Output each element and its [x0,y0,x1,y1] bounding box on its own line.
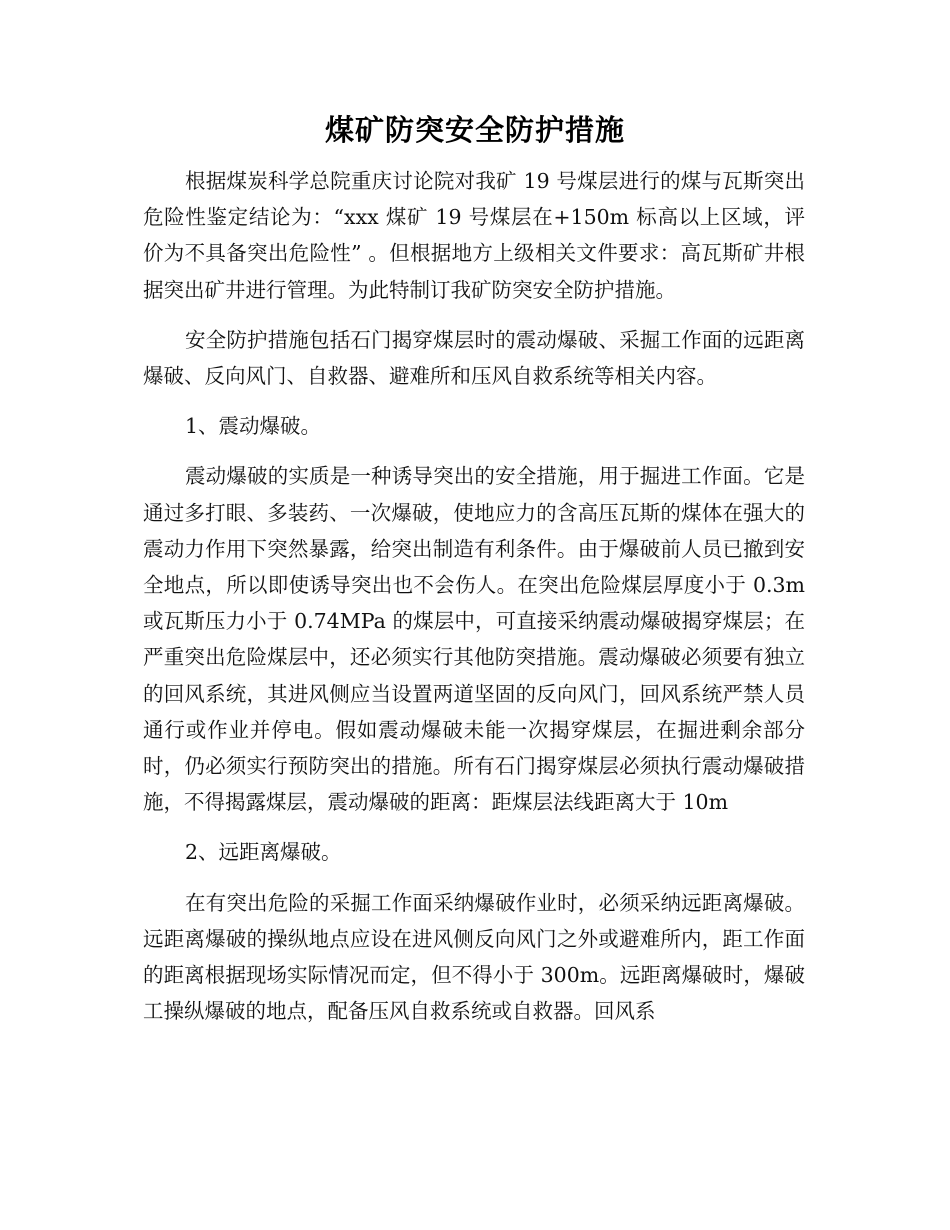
section-heading-remote-blasting: 2、远距离爆破。 [185,840,342,865]
paragraph-intro: 根据煤炭科学总院重庆讨论院对我矿 19 号煤层进行的煤与瓦斯突出危险性鉴定结论为：“xxx 煤矿 19 号煤层在+150m 标高以上区域，评价为不具备突出危险性” 。但根据地方上级相关文件要求：高瓦斯矿井根据突出矿井进行管理。为此特制订我矿防突安全防护措施。 [143,169,805,302]
paragraph-vibration-blasting: 震动爆破的实质是一种诱导突出的安全措施，用于掘进工作面。它是通过多打眼、多装药、一次爆破，使地应力的含高压瓦斯的煤体在强大的震动力作用下突然暴露，给突出制造有利条件。由于爆破前人员已撤到安全地点，所以即使诱导突出也不会伤人。在突出危险煤层厚度小于 0.3m 或瓦斯压力小于 0.74MPa 的煤层中，可直接采纳震动爆破揭穿煤层；在严重突出危险煤层中，还必须实行其他防突措施。震动爆破必须要有独立的回风系统，其进风侧应当设置两道坚固的反向风门，回风系统严禁人员通行或作业并停电。假如震动爆破未能一次揭穿煤层，在掘进剩余部分时，仍必须实行预防突出的措施。所有石门揭穿煤层必须执行震动爆破措施，不得揭露煤层，震动爆破的距离：距煤层法线距离大于 10m [143,464,805,815]
paragraph-remote-blasting: 在有突出危险的采掘工作面采纳爆破作业时，必须采纳远距离爆破。远距离爆破的操纵地点应设在进风侧反向风门之外或避难所内，距工作面的距离根据现场实际情况而定，但不得小于 300m。远距离爆破时，爆破工操纵爆破的地点，配备压风自救系统或自救器。回风系 [143,890,805,1024]
section-heading-vibration-blasting: 1、震动爆破。 [185,414,322,439]
paragraph-measures-overview: 安全防护措施包括石门揭穿煤层时的震动爆破、采掘工作面的远距离爆破、反向风门、自救器、避难所和压风自救系统等相关内容。 [143,327,805,389]
document-title: 煤矿防突安全防护措施 [324,113,625,147]
document-body [143,163,805,1043]
